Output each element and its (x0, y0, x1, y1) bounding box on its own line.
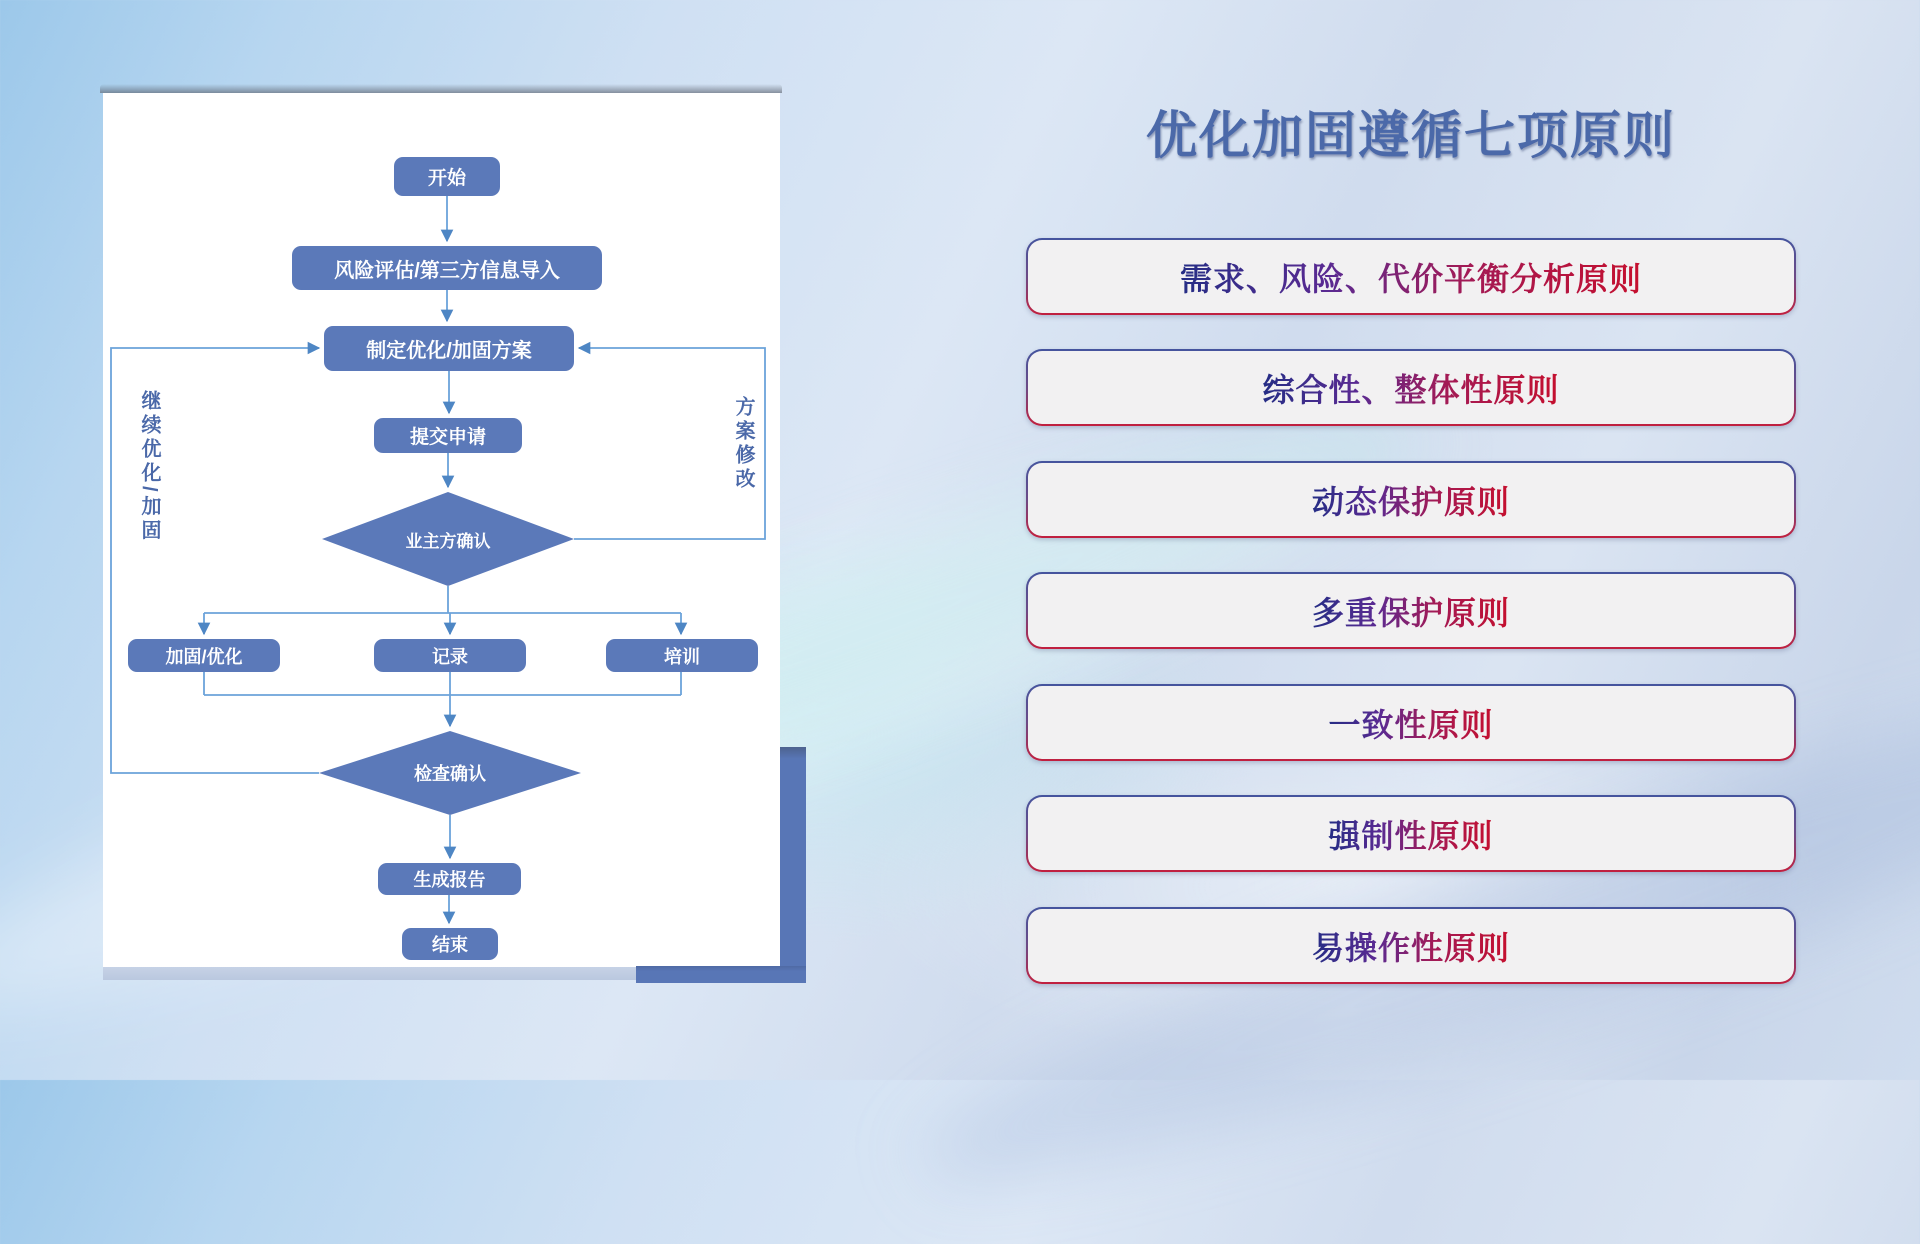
principle-box (1026, 461, 1796, 538)
page-title: 优化加固遵循七项原则 (1145, 107, 1676, 164)
blue-corner-decoration-vertical (780, 747, 806, 983)
node-make-plan: 制定优化/加固方案 (324, 326, 574, 371)
node-record: 记录 (374, 639, 526, 672)
principle-label: 多重保护原则 (1312, 588, 1510, 634)
principle-box (1026, 349, 1796, 426)
principle-label: 易操作性原则 (1312, 923, 1510, 969)
principle-box (1026, 907, 1796, 984)
principle-label: 需求、风险、代价平衡分析原则 (1180, 254, 1642, 300)
node-risk-assessment: 风险评估/第三方信息导入 (292, 246, 602, 290)
principle-label: 综合性、整体性原则 (1262, 365, 1559, 411)
node-reinforce: 加固/优化 (128, 639, 280, 672)
panel-bottom-shadow-strip (103, 967, 637, 980)
flowchart-panel (103, 93, 780, 967)
node-training: 培训 (606, 639, 758, 672)
node-owner-confirm-label: 业主方确认 (405, 531, 491, 551)
node-report: 生成报告 (378, 863, 521, 895)
node-end: 结束 (402, 928, 498, 960)
node-check-confirm-label: 检查确认 (414, 764, 486, 784)
edge-label-continue-optimize: 继续优化/加固 (138, 390, 160, 544)
principle-box (1026, 795, 1796, 872)
blue-corner-decoration-horizontal (636, 966, 806, 983)
principle-label: 强制性原则 (1328, 811, 1493, 857)
node-submit: 提交申请 (374, 418, 522, 453)
node-start: 开始 (394, 157, 500, 196)
principle-label: 动态保护原则 (1312, 477, 1510, 523)
edge-label-plan-revision: 方案修改 (732, 396, 754, 492)
principle-label: 一致性原则 (1328, 700, 1493, 746)
principle-box (1026, 238, 1796, 315)
principle-box (1026, 684, 1796, 761)
principle-box (1026, 572, 1796, 649)
